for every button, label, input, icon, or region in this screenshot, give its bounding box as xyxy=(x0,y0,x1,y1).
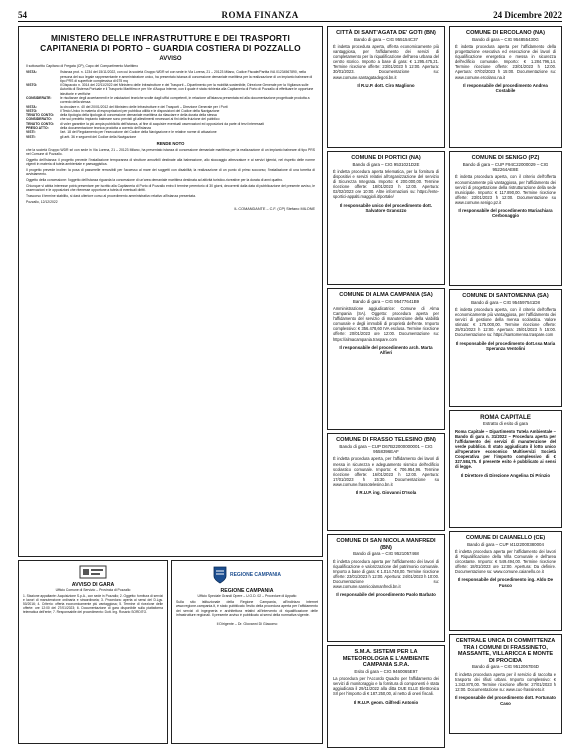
regione-title: REGIONE CAMPANIA xyxy=(220,588,274,594)
row-label: VISTA: xyxy=(26,104,37,109)
notice-sign: Il Direttore di Direzione Angelina Di Prinzio xyxy=(460,472,551,478)
row-text: di voler garantire la più ampia pubblicità dell'istanza, al fine di acquisire eventuali osservazioni ed opposizioni da parte di terzi interessati xyxy=(60,121,265,126)
notice-paragraph: Il progetto prevede inoltre: la posa di passerelle removibili per l'accesso al mare dei soggetti con disabilità; la realizzazione di un punto di primo soccorso; l'installazione di una torretta di avvistamento. xyxy=(26,168,315,177)
notice-sign: Il responsabile del procedimento Mariachiara Cerbonaggio xyxy=(458,207,553,219)
notice-box xyxy=(449,26,562,148)
notice-title: COMUNE DI PORTICI (NA) xyxy=(351,155,421,161)
notice-box xyxy=(449,634,562,734)
notice-paragraph: Trascorso il termine stabilito, si darà ulteriore corso al procedimento amministrativo relativo all'istanza presentata. xyxy=(26,194,196,199)
ministry-notice xyxy=(18,26,323,557)
ucs-logo-icon xyxy=(23,564,163,580)
regione-sign: Il Dirigente – Dr. Giovanni Di Giacomo xyxy=(216,621,278,626)
notice-text: È indetta procedura aperta, per l'affidamento dei lavori di messa in sicurezza e adeguamento sismico dell'edificio scolastico comunale. Importo: € 706.954,96. Termine ricezione offerte: 16/01/2023 h 12:00. Apertura: 17/01/2023 h 15:30. Documentazione su www.comune.frassotelesino.bn.it xyxy=(333,456,439,487)
notice-sign: Il responsabile del procedimento ing. Aldo De Fusco xyxy=(457,577,554,588)
notice-box xyxy=(327,26,445,148)
notice-paragraph: Chiunque vi abbia interesse potrà presentare per iscritto alla Capitaneria di Porto di Pozzallo entro il termine perentorio di 30 giorni, decorrenti dalla data di pubblicazione del presente avviso, le osservazioni e le opposizioni che ritenesse opportune a tutela di eventuali diritti. xyxy=(26,184,315,193)
notice-sign: Il R.U.P. dott. Ciro Magliono xyxy=(357,82,415,88)
row-label: PRESO ATTO: xyxy=(26,126,49,131)
row-text: la circolare n. 40 del 20/01/2012 del Ministero delle Infrastrutture e dei Trasporti – Direzione Generale per i Porti xyxy=(60,104,228,109)
notice-title: COMUNE DI ERCOLANO (NA) xyxy=(466,30,545,36)
notice-box xyxy=(449,151,562,286)
row-label: TENUTO CONTO: xyxy=(26,121,55,126)
regione-text: Sulla sito istituzionale della Regione Campania, all'indirizzo internet www.regione.campania.it, è stato pubblicato l'esito della procedura aperta per l'affidamento dei servizi di ingegneria e architettura relativi all'intervento di riqualificazione delle infrastrutture regionali. Il presente avviso è pubblicato ai sensi della normativa vigente. xyxy=(176,600,318,618)
ucs-text: 1. Stazione appaltante: Acquisizione S.p.A., con sede in Pozzallo; 2. Oggetto: fornitura di servizi e lavori di manutenzione ordinaria e straordinaria; 3. Procedura: aperta ai sensi del D.Lgs. 50/2016; 4. Criterio: offerta economicamente più vantaggiosa; 5. Termine di ricezione delle offerte: ore 12:00 del 27/01/2023; 6. Documentazione di gara disponibile sulla piattaforma telematica dell'ente; 7. Responsabile del procedimento: Dott. Ing. Rosario SORDITO. xyxy=(23,594,163,615)
row-label: VISTO: xyxy=(26,108,38,113)
notice-subtitle: Bando di gara – CIG 9521057468 xyxy=(353,551,419,557)
notice-box xyxy=(327,645,445,748)
row-label: CONSIDERATE: xyxy=(26,95,52,100)
notice-row xyxy=(26,83,315,96)
row-text: della documentazione tecnica prodotta a corredo dell'istanza xyxy=(60,126,151,131)
notice-title-line2: CAPITANERIA DI PORTO – GUARDIA COSTIERA DI POZZALLO xyxy=(40,43,301,53)
notice-subtitle: Bando di gara – CIG 9512067E6D xyxy=(472,664,539,670)
notice-intro: Il sottoscritto Capitano di Fregata (CP), Capo del Compartimento Marittimo xyxy=(26,64,139,68)
regione-logo-text: REGIONE CAMPANIA xyxy=(229,572,282,578)
notice-box-roma xyxy=(449,410,562,528)
notices-column-2 xyxy=(449,26,562,734)
row-text: il Testo Unico in materia di espropriazioni per pubblica utilità e le disposizioni del Codice della Navigazione xyxy=(60,108,220,113)
notice-text: È indetta procedura aperta per l'affidamento dei lavori di riqualificazione e valorizzazione del patrimonio comunale. Importo a base di gara: € 1.014.748,00. Termine ricezione offerte: 23/01/2023 h 12:00. Apertura: 24/01/2023 h 10:00. Documentazione su: www.comune.sannicolamanfredi.bn.it xyxy=(333,558,439,590)
notice-subtitle: Bando di gara – CUP F94C22000029 – CIG 952264AE8E xyxy=(462,161,549,172)
row-label: VISTI: xyxy=(26,130,36,135)
notice-paragraph: Oggetto della concessione: l'oggetto dell'istanza riguarda la concessione di un'area demaniale marittima destinata ad attività turistico-ricreative per la durata di anni quattro. xyxy=(26,178,284,183)
notice-box xyxy=(327,534,445,642)
row-label: CONSIDERATO: xyxy=(26,117,52,122)
ucs-title: AVVISO DI GARA xyxy=(71,582,115,588)
notice-text: Roma Capitale – Dipartimento Tutela Ambientale – Bando di gara n. 31/2022 – Procedura aperta per l'affidamento dei servizi di manutenzione del verde pubblico. È stato aggiudicato il lotto unico all'operatore economico Multiservizi Società Cooperativa per l'importo complessivo di € 327.584,75. Il presente esito è pubblicato ai sensi di legge. xyxy=(455,428,556,470)
ucs-notice xyxy=(18,560,168,744)
notice-title: COMUNE DI SENIGO (PZ) xyxy=(471,155,540,161)
notice-avviso-heading: AVVISO xyxy=(159,56,182,62)
ucs-subtitle: Ufficio Comune di Servizio – Provincia di Pozzallo xyxy=(55,588,131,592)
notice-text: È indetta procedura aperta, offerta economicamente più vantaggiosa, per l'affidamento dei servizi di completamento per la riqualificazione dell'area urbana del centro storico. Importo a base di gara: € 1.295.475,21. Termine ricezione offerte: 23/01/2023 h 12:00. Apertura: 30/01/2023. Documentazione su: www.comune.santagatadegoti.bn.it xyxy=(333,44,439,80)
row-label: VISTI: xyxy=(26,134,36,139)
notice-subtitle: Bando di gara – CIG 955154C37 xyxy=(354,36,418,42)
row-text: l'art. 18 del Regolamento per l'esecuzione del Codice della Navigazione e le relative norme di attuazione xyxy=(60,130,217,135)
notice-text: È indetta procedura aperta per il servizio di raccolta e trasporto dei rifiuti urbani. Importo complessivo: € 1.342.870,00. Termine ricezione offerte: 27/01/2023 h 12:00. Documentazione su: www.cuc-frassineto.it xyxy=(455,671,556,693)
notice-text: È indetta procedura aperta, con il criterio dell'offerta economicamente più vantaggiosa, per l'affidamento dei servizi di gestione della mensa scolastica. Valore stimato: € 175.000,00. Termine ricezione offerte: 25/01/2023 h 12:00. Apertura: 25/01/2023 h 15:00. Documentazione su: https://santomenna.traspare.com xyxy=(455,307,556,338)
notice-title: S.M.A. SISTEMI PER LA METEOROLOGIA E L'AMBIENTE CAMPANIA S.P.A. xyxy=(342,649,430,669)
notice-title: COMUNE DI CAIANELLO (CE) xyxy=(465,535,546,541)
row-text: le risultanze degli accertamenti e le valutazioni tecniche svolte dagli uffici competenti, in relazione all'istanza presentata ed alla documentazione progettuale prodotta a corredo della stessa xyxy=(60,95,310,105)
regione-crest-icon xyxy=(213,566,227,584)
row-label: VISTO: xyxy=(26,83,38,88)
notice-sign: Il responsabile del procedimento dott. Fortunato Caso xyxy=(455,695,556,706)
notice-title-line1: MINISTERO DELLE INFRASTRUTTURE E DEI TRASPORTI xyxy=(50,33,291,43)
notice-box xyxy=(327,151,445,285)
row-text: l'istanza prot. n. 1234 del 15/11/2022, con cui la società Gruppo WDR srl con sede in Via Lorena, 21 – 20123 Milano, Codice Fiscale/Partita IVA 01234567890, nella persona del suo legale rappresentante e amministratore unico, ha presentato istanza di concessione demaniale marittima per la realizzazione di un impianto balneare di tipo PRS di superficie complessiva di 675 mq xyxy=(60,70,313,83)
notice-subtitle: Bando di gara – CIG 954855430G xyxy=(472,36,539,42)
notice-sign: Il responsabile del procedimento dott.ssa Maria Speranza Ventolini xyxy=(455,340,556,351)
notice-box xyxy=(449,289,562,407)
notice-text: È indetta procedura aperta per l'affidamento della progettazione esecutiva ed esecuzione dei lavori di riqualificazione energetica e messa in sicurezza dell'edificio comunale. Importo: € 1.284.796,14. Termine ricezione offerte: 23/01/2023 h 12:00. Apertura: 07/02/2023 h 15:00. Documentazione su: www.comune.ercolano.na.it xyxy=(455,44,556,80)
notice-signer: IL COMANDANTE – C.F. (CP) Stefano MILONE xyxy=(234,207,315,212)
notice-row xyxy=(26,135,315,139)
row-label: VISTA: xyxy=(26,70,37,75)
header-divider xyxy=(18,21,562,22)
notice-text: Amministrazione aggiudicatrice: Comune di Alma Campania (SA). Oggetto: procedura aperta per l'affidamento del servizio di manutenzione della viabilità comunale e degli immobili di proprietà dell'ente. Importo complessivo: € 356.478,60 IVA esclusa. Termine ricezione offerte: 20/01/2023 ore 12:00. Documentazione su: https://almacampania.traspare.com xyxy=(333,306,439,342)
notice-title: COMUNE DI SAN NICOLA MANFREDI (BN) xyxy=(336,538,436,551)
notice-subtitle: Bando di gara – CIG 95477641B9 xyxy=(352,298,420,304)
notice-paragraph: Oggetto dell'istanza: il progetto prevede l'installazione temporanea di strutture amovibili destinate alla balneazione, allo stoccaggio attrezzature e ai servizi igienici, nel rispetto delle norme vigenti in materia di tutela ambientale e paesaggistica. xyxy=(26,158,315,167)
notice-text: È indetta procedura aperta, con il criterio dell'offerta economicamente più vantaggiosa, per l'affidamento dei servizi di progettazione della ristrutturazione della sede municipale. Importo: € 117.890,00. Termine ricezione offerte: 23/01/2023 h 12:00. Documentazione su www.comune.senigo.pz.it xyxy=(455,174,556,205)
page-header xyxy=(18,6,562,20)
notice-text: È indetta procedura aperta telematica, per la fornitura di dispositivi e servizi relativi all'organizzazione del servizio di Sicurezza Integrata. Importo: € 200.000,00. Termine ricezione offerte: 18/01/2023 h 12:00. Apertura: 02/02/2023 ore 10:00. Altre informazioni su: https://ente-sportici-appalti.maggioli.it/portale/ xyxy=(333,169,439,200)
notice-text: È indetta procedura aperta per l'affidamento dei lavori di Riqualificazione della Villa Comunale e dell'area circostante. Importo: € 549.494,00. Termine ricezione offerte: 18/01/2023 ore 12:00. Apertura: Da definire. Documentazione su: www.comune.caianello.ce.it xyxy=(455,549,556,575)
notice-box xyxy=(327,433,445,531)
issue-date: 24 Dicembre 2022 xyxy=(493,10,562,20)
notice-paragraph: che la società Gruppo WDR srl con sede in Via Lorena, 21 – 20123 Milano, ha presentato istanza di concessione demaniale marittima per la realizzazione di un impianto balneare di tipo PRS nel Comune di Pozzallo. xyxy=(26,147,315,157)
notice-title: CENTRALE UNICA DI COMMITTENZA TRA I COMUNI DI FRASSINETO, MASSANTE, VILLARICCA E MONTE DI PROCIDA xyxy=(455,638,556,664)
notice-title: ROMA CAPITALE xyxy=(480,414,531,421)
notice-subtitle: Bando di gara – CIG 9531021D2E xyxy=(352,161,420,167)
notice-sign: Il responsabile del procedimento arch. Marta Alfieri xyxy=(339,344,433,356)
bottom-left-notices xyxy=(18,560,323,744)
notice-text: La procedura per l'Accordo Quadro per l'affidamento dei servizi di monitoraggio e la fornitura di componenti è stata aggiudicata il 29/11/2022 alla ditta DUE ELLE Elettronica Srl per l'importo di € 187.250,00, al netto di oneri fiscali. xyxy=(333,676,439,697)
rende-noto-heading: RENDE NOTO xyxy=(156,140,185,146)
notice-place-date: Pozzallo, 12/12/2022 xyxy=(26,199,58,204)
notice-title: CITTÀ DI SANT'AGATA DE' GOTI (BN) xyxy=(336,30,436,36)
notice-sign: Il responsabile del procedimento Paolo Barbato xyxy=(336,592,436,598)
regione-notice xyxy=(171,560,323,744)
notice-sign: Il responsabile del procedimento Andrea Costabile xyxy=(463,82,548,94)
notice-row xyxy=(26,96,315,105)
notice-subtitle: Esito di gara – CIG 9460065E97 xyxy=(354,668,418,674)
notice-sign: Il responsabile unico del procedimento dott. Salvatore Granozzo xyxy=(339,202,433,213)
notice-sign: Il R.U.P. geom. Gilfredi Antonio xyxy=(353,699,419,705)
page-number: 54 xyxy=(18,10,27,20)
left-column xyxy=(18,26,323,557)
notice-row xyxy=(26,70,315,83)
publication-name: ROMA FINANZA xyxy=(221,10,299,20)
notices-column-1 xyxy=(327,26,445,748)
regione-subtitle: Ufficio Speciale Grandi Opere – U.O.D. 02 – Procedure di Appalto xyxy=(197,594,297,598)
notice-box xyxy=(449,531,562,631)
notice-subtitle: Estratto di esito di gara xyxy=(483,421,528,427)
notice-title: COMUNE DI ALMA CAMPANIA (SA) xyxy=(339,292,433,298)
row-text: il Dispaccio n. 3014 del 22/11/2022 del Ministero delle Infrastrutture e dei Trasporti – Dipartimento per la mobilità sostenibile, Direzione Generale per la Vigilanza sulle Autorità di Sistema Portuale e il Trasporto Marittimo e per Vie d'Acqua Interne, con il quale è stata richiesta alla Capitaneria di Porto di Pozzallo di effettuare le opportune istruttorie e verifiche xyxy=(60,83,314,96)
notice-subtitle: Bando di gara – CUP I41I22000380004 xyxy=(467,541,544,547)
row-text: che sul predetto impianto balneare sono previsti gli allestimenti necessari ai fini della fruizione del pubblico xyxy=(60,117,220,122)
notice-title: COMUNE DI SANTOMENNA (SA) xyxy=(462,293,549,299)
notice-subtitle: Bando di gara – CUP D67B22000000001 – CIG 9558396EAF xyxy=(339,443,433,454)
row-label: TENUTO CONTO: xyxy=(26,113,55,118)
row-text: della tipologia della tipologia di concessione demaniale marittima da rilasciare e della durata della stessa xyxy=(60,113,217,118)
notice-sign: Il R.U.P. ing. Giovanni D'Isola xyxy=(355,489,417,495)
row-text: gli artt. 36 e seguenti del Codice della Navigazione xyxy=(60,134,137,139)
notice-box xyxy=(327,288,445,430)
notice-subtitle: Bando di gara – CIG 954597541D8 xyxy=(471,299,540,305)
notice-title: COMUNE DI FRASSO TELESINO (BN) xyxy=(336,437,436,443)
regione-logo xyxy=(176,564,318,586)
